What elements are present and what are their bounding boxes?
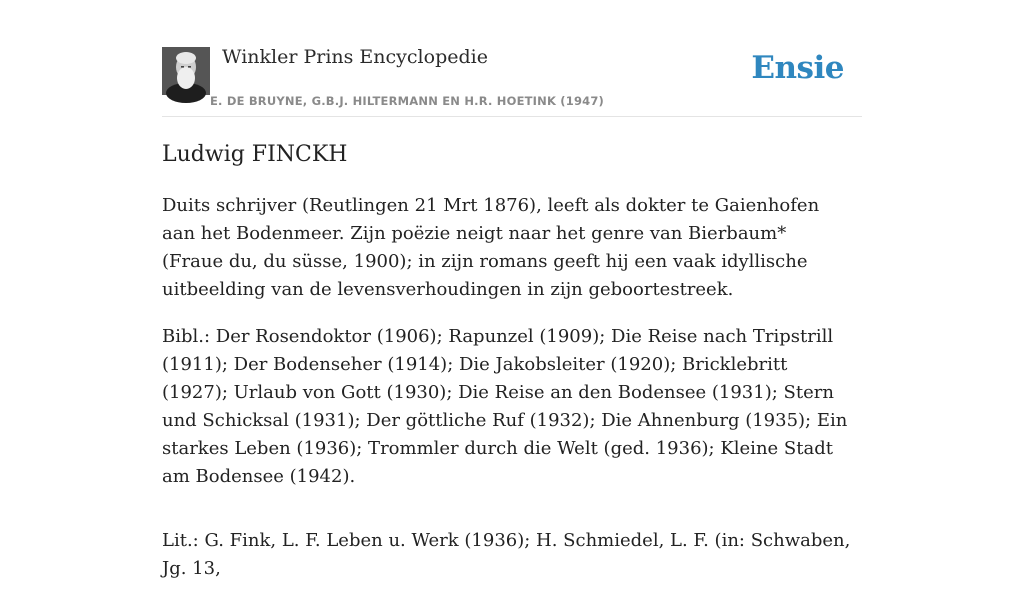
brand-logo[interactable]: Ensie — [751, 50, 844, 86]
article-description: Duits schrijver (Reutlingen 21 Mrt 1876), leeft als dokter te Gaienhofen aan het Bodenmeer. Zijn poëzie neigt naar het genre van Bierbaum* (Fraue du, du süsse, 1900); in zijn romans geeft hij een vaak idyllische uitbeelding van de levensverhoudingen in zijn geboortestreek. — [162, 195, 820, 300]
site-title[interactable]: Winkler Prins Encyclopedie — [222, 46, 488, 68]
authors-line: E. DE BRUYNE, G.B.J. HILTERMANN EN H.R. HOETINK (1947) — [210, 94, 605, 108]
header — [162, 40, 862, 117]
portrait-image — [162, 47, 210, 95]
article-literature: Lit.: G. Fink, L. F. Leben u. Werk (1936); H. Schmiedel, L. F. (in: Schwaben, Jg. 13, — [162, 530, 851, 579]
article — [162, 140, 852, 602]
article-bibliography: Bibl.: Der Rosendoktor (1906); Rapunzel (1909); Die Reise nach Tripstrill (1911); Der Bodenseher (1914); Die Jakobsleiter (1920); Bricklebritt (1927); Urlaub von Gott (1930); Die Reise an den Bodensee (1931); Stern und Schicksal (1931); Der göttliche Ruf (1932); Die Ahnenburg (1935); Ein starkes Leben (1936); Trommler durch die Welt (ged. 1936); Kleine Stadt am Bodensee (1942). — [162, 326, 848, 487]
author-portrait-avatar[interactable] — [162, 47, 210, 95]
article-title: Ludwig FINCKH — [162, 142, 348, 167]
